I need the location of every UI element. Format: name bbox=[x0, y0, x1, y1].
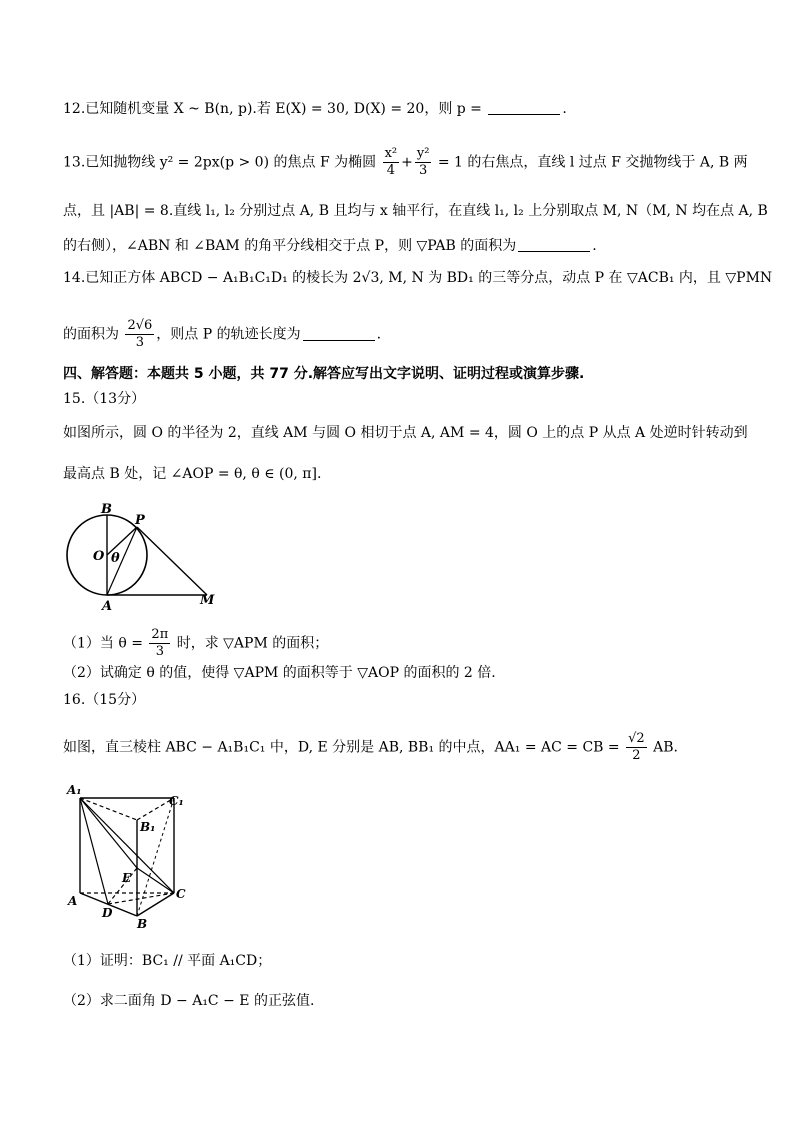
ellipse-x-fraction bbox=[383, 146, 400, 179]
q16-text-1: 如图，直三棱柱 ABC − A₁B₁C₁ 中，D, E 分别是 AB, BB₁ 的中点，AA₁ = AC = CB = bbox=[63, 739, 625, 756]
area-fraction bbox=[125, 318, 154, 351]
label-c: C bbox=[176, 887, 186, 901]
label-b1: B₁ bbox=[140, 820, 156, 834]
label-p: P bbox=[135, 513, 145, 528]
question-15-line2: 最高点 B 处，记 ∠AOP = θ, θ ∈ (0, π]. bbox=[63, 466, 322, 482]
question-15-part1 bbox=[63, 627, 328, 660]
plus-sign: + bbox=[401, 154, 413, 171]
frac-den: 3 bbox=[155, 644, 164, 659]
q15-part1-end: 时，求 ▽APM 的面积； bbox=[172, 635, 329, 652]
label-c1: C₁ bbox=[169, 794, 184, 808]
label-a: A bbox=[102, 599, 113, 612]
question-16-number: 16.（15分） bbox=[63, 692, 146, 708]
prism-figure bbox=[62, 778, 192, 928]
section-4-heading: 四、解答题：本题共 5 小题，共 77 分.解答应写出文字说明、证明过程或演算步骤. bbox=[63, 366, 585, 382]
question-16-part1: （1）证明：BC₁ // 平面 A₁CD； bbox=[63, 953, 272, 969]
question-15-line1: 如图所示，圆 O 的半径为 2，直线 AM 与圆 O 相切于点 A, AM = 4，圆 O 上的点 P 从点 A 处逆时针转动到 bbox=[63, 425, 748, 441]
question-13-line3 bbox=[63, 236, 597, 256]
q12-answer-blank[interactable] bbox=[488, 100, 560, 115]
segment-pm bbox=[137, 527, 207, 595]
question-15-part2: （2）试确定 θ 的值，使得 ▽APM 的面积等于 ▽AOP 的面积的 2 倍. bbox=[63, 665, 496, 681]
segment-ec bbox=[137, 868, 174, 893]
frac-num: x² bbox=[384, 146, 398, 161]
circle-tangent-figure bbox=[62, 500, 222, 612]
label-e: E bbox=[122, 871, 132, 885]
question-15-number: 15.（13分） bbox=[63, 391, 146, 407]
q13-end: . bbox=[592, 238, 597, 254]
label-b: B bbox=[137, 917, 148, 928]
frac-num: √2 bbox=[628, 731, 645, 746]
frac-den: 3 bbox=[419, 163, 428, 178]
label-m: M bbox=[200, 593, 215, 608]
q12-end: . bbox=[562, 101, 567, 117]
q13-answer-blank[interactable] bbox=[518, 237, 590, 252]
q15-part1-text: （1）当 θ = bbox=[63, 635, 148, 652]
q12-text: 12.已知随机变量 X ~ B(n, p).若 E(X) = 30, D(X) = 20，则 p = bbox=[63, 101, 487, 117]
question-13-line2: 点，且 |AB| = 8.直线 l₁, l₂ 分别过点 A, B 且均与 x 轴平行，在直线 l₁, l₂ 上分别取点 M, N（M, N 均在点 A, B bbox=[63, 203, 768, 219]
q14-text-2: ，则点 P 的轨迹长度为 bbox=[156, 326, 301, 343]
q13-text-3: 的右侧），∠ABN 和 ∠BAM 的角平分线相交于点 P，则 ▽PAB 的面积为 bbox=[63, 238, 517, 254]
edge-bc bbox=[137, 893, 174, 916]
ellipse-y-fraction bbox=[415, 146, 432, 179]
question-12 bbox=[63, 99, 567, 119]
q14-text-1: 的面积为 bbox=[63, 326, 124, 343]
theta-fraction bbox=[149, 627, 170, 660]
segment-bc1 bbox=[137, 798, 174, 916]
label-b: B bbox=[101, 502, 112, 517]
q14-answer-blank[interactable] bbox=[303, 326, 375, 341]
question-14-line1: 14.已知正方体 ABCD − A₁B₁C₁D₁ 的棱长为 2√3, M, N 为 BD₁ 的三等分点，动点 P 在 ▽ACB₁ 内，且 ▽PMN bbox=[63, 270, 773, 286]
label-a1: A₁ bbox=[67, 783, 82, 797]
segment-a1d bbox=[80, 798, 108, 904]
question-13-line1 bbox=[63, 146, 748, 179]
question-16-line1 bbox=[63, 731, 678, 764]
label-o: O bbox=[93, 549, 105, 564]
question-14-line2 bbox=[63, 318, 381, 351]
q13-text-2: = 1 的右焦点，直线 l 过点 F 交抛物线于 A, B 两 bbox=[433, 154, 748, 171]
frac-den: 3 bbox=[135, 335, 144, 350]
q13-text-1: 13.已知抛物线 y² = 2px(p > 0) 的焦点 F 为椭圆 bbox=[63, 154, 381, 171]
ratio-fraction bbox=[626, 731, 647, 764]
frac-den: 4 bbox=[386, 163, 395, 178]
label-theta: θ bbox=[111, 551, 120, 566]
frac-den: 2 bbox=[632, 748, 641, 763]
frac-num: 2√6 bbox=[127, 318, 153, 333]
label-a: A bbox=[68, 894, 78, 908]
label-d: D bbox=[102, 906, 113, 920]
q14-end: . bbox=[376, 326, 382, 343]
frac-num: y² bbox=[416, 146, 430, 161]
frac-num: 2π bbox=[151, 627, 169, 642]
question-16-part2: （2）求二面角 D − A₁C − E 的正弦值. bbox=[63, 993, 315, 1009]
q16-text-2: AB. bbox=[648, 739, 678, 756]
